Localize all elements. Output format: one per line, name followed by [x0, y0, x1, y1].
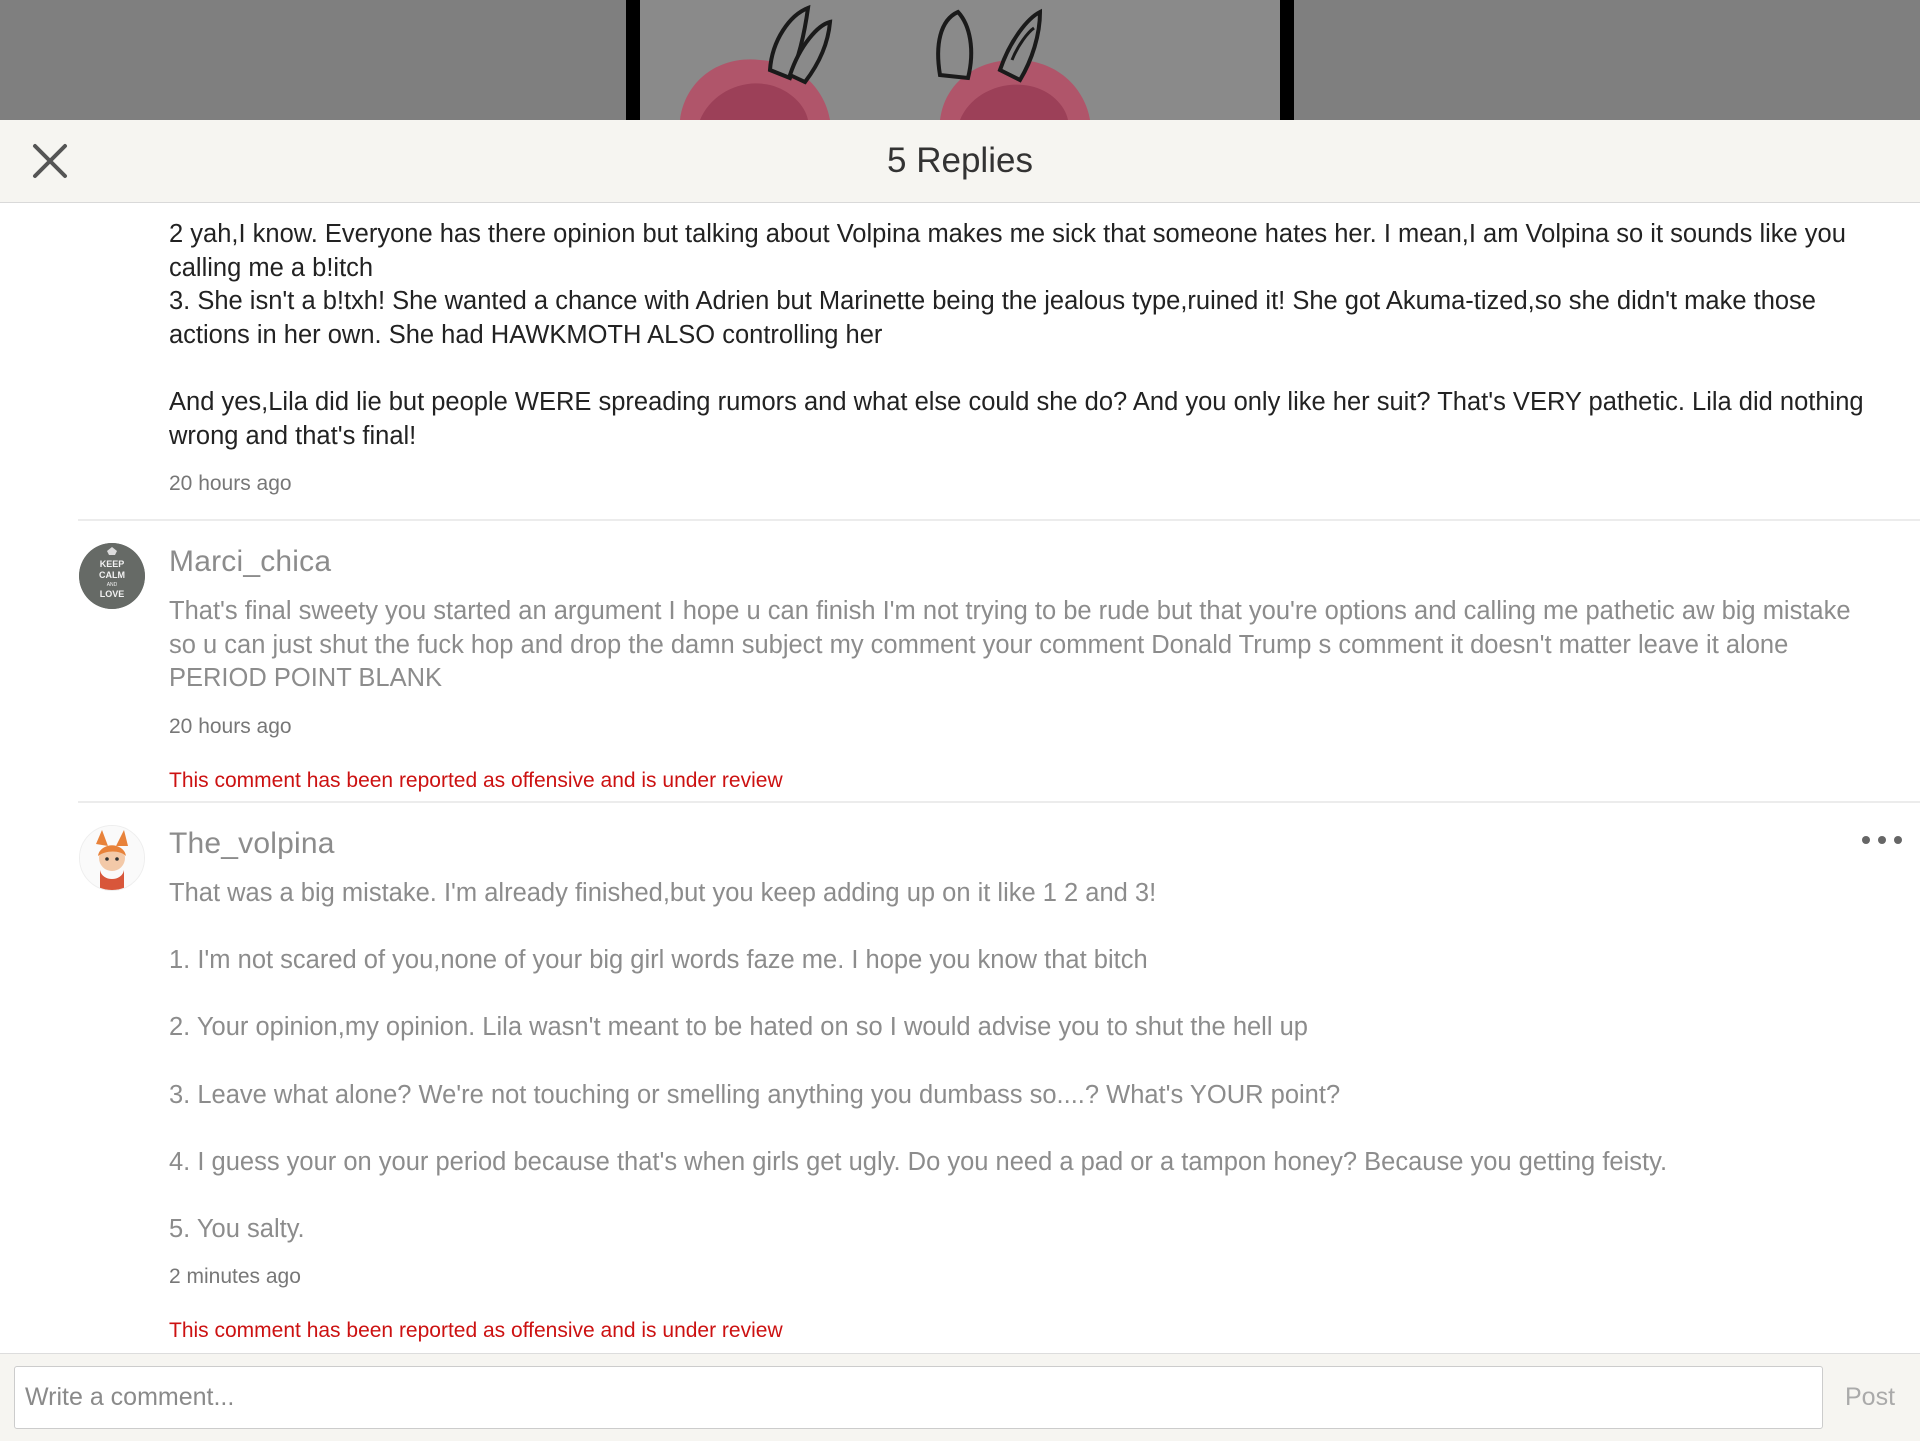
close-icon	[32, 143, 68, 179]
reply-paragraph: 2. Your opinion,my opinion. Lila wasn't meant to be hated on so I would advise you to shut the hell up	[169, 1013, 1308, 1042]
avatar-text: CALM	[99, 570, 125, 580]
reply-paragraph: 3. Leave what alone? We're not touching or smelling anything you dumbass so....? What's YOUR point?	[169, 1080, 1341, 1109]
reply-timestamp: 2 minutes ago	[169, 1265, 301, 1288]
reply-author[interactable]: The_volpina	[169, 827, 335, 860]
reply-timestamp: 20 hours ago	[169, 715, 292, 738]
reply-body	[169, 595, 1876, 696]
reply-paragraph	[169, 911, 1876, 945]
reply-body	[169, 218, 1876, 453]
reply-item	[78, 203, 1920, 521]
reported-notice: This comment has been reported as offensive and is under review	[169, 1319, 783, 1342]
avatar-text: AND	[106, 582, 118, 588]
fox-girl-avatar-image	[80, 826, 144, 890]
reply-paragraph: 3. She isn't a b!txh! She wanted a chance with Adrien but Marinette being the jealous type,ruined it! She got Akuma-tized,so she didn't make those actions in her own. She had HAWKMOTH ALSO controlling her	[169, 287, 1816, 349]
reply-paragraph: And yes,Lila did lie but people WERE spreading rumors and what else could she do? And you only like her suit? That's VERY pathetic. Lila did nothing wrong and that's final!	[169, 387, 1864, 450]
story-image-backdrop	[0, 0, 1920, 120]
reply-paragraph	[169, 978, 1876, 1012]
keep-calm-avatar-image	[79, 543, 145, 609]
reply-item	[78, 803, 1920, 1353]
avatar-text: KEEP	[99, 559, 125, 569]
avatar[interactable]	[79, 825, 145, 891]
reply-paragraph: 5. You salty.	[169, 1214, 305, 1243]
reply-paragraph	[169, 1045, 1876, 1079]
comment-input[interactable]	[14, 1366, 1823, 1429]
page-title	[0, 120, 1920, 202]
comment-composer	[0, 1353, 1920, 1441]
avatar[interactable]	[79, 543, 145, 609]
reported-notice: This comment has been reported as offensive and is under review	[169, 769, 783, 792]
reply-paragraph	[169, 352, 1876, 386]
reply-paragraph	[169, 1179, 1876, 1213]
reply-paragraph: That was a big mistake. I'm already finished,but you keep adding up on it like 1 2 and 3!	[169, 879, 1157, 907]
reply-paragraph	[169, 1112, 1876, 1146]
story-artwork	[640, 0, 1280, 120]
replies-list[interactable]	[0, 203, 1920, 1353]
more-options-icon	[1862, 836, 1902, 844]
replies-header	[0, 120, 1920, 203]
reply-paragraph: 4. I guess your on your period because that's when girls get ugly. Do you need a pad or a tampon honey? Because you getting feisty.	[169, 1147, 1668, 1176]
reply-timestamp: 20 hours ago	[169, 472, 292, 495]
reply-paragraph: 2 yah,I know. Everyone has there opinion but talking about Volpina makes me sick that someone hates her. I mean,I am Volpina so it sounds like you calling me a b!itch	[169, 220, 1846, 282]
close-button[interactable]	[22, 136, 78, 186]
reply-body	[169, 877, 1876, 1247]
fox-ears-illustration	[640, 0, 1280, 120]
more-options-button[interactable]	[1862, 827, 1902, 853]
story-artwork-frame	[626, 0, 1294, 120]
reply-author[interactable]: Marci_chica	[169, 545, 332, 578]
replies-count-title: 5 Replies	[887, 141, 1033, 180]
avatar-text: LOVE	[99, 589, 125, 599]
reply-paragraph: That's final sweety you started an argument I hope u can finish I'm not trying to be rude but that you're options and calling me pathetic aw big mistake so u can just shut the fuck hop and drop the damn subject my comment your comment Donald Trump s comment it doesn't matter leave it alone PERIOD POINT BLANK	[169, 597, 1851, 693]
post-button[interactable]: Post	[1830, 1366, 1910, 1429]
reply-paragraph: 1. I'm not scared of you,none of your big girl words faze me. I hope you know that bitch	[169, 946, 1148, 975]
reply-item	[78, 521, 1920, 803]
